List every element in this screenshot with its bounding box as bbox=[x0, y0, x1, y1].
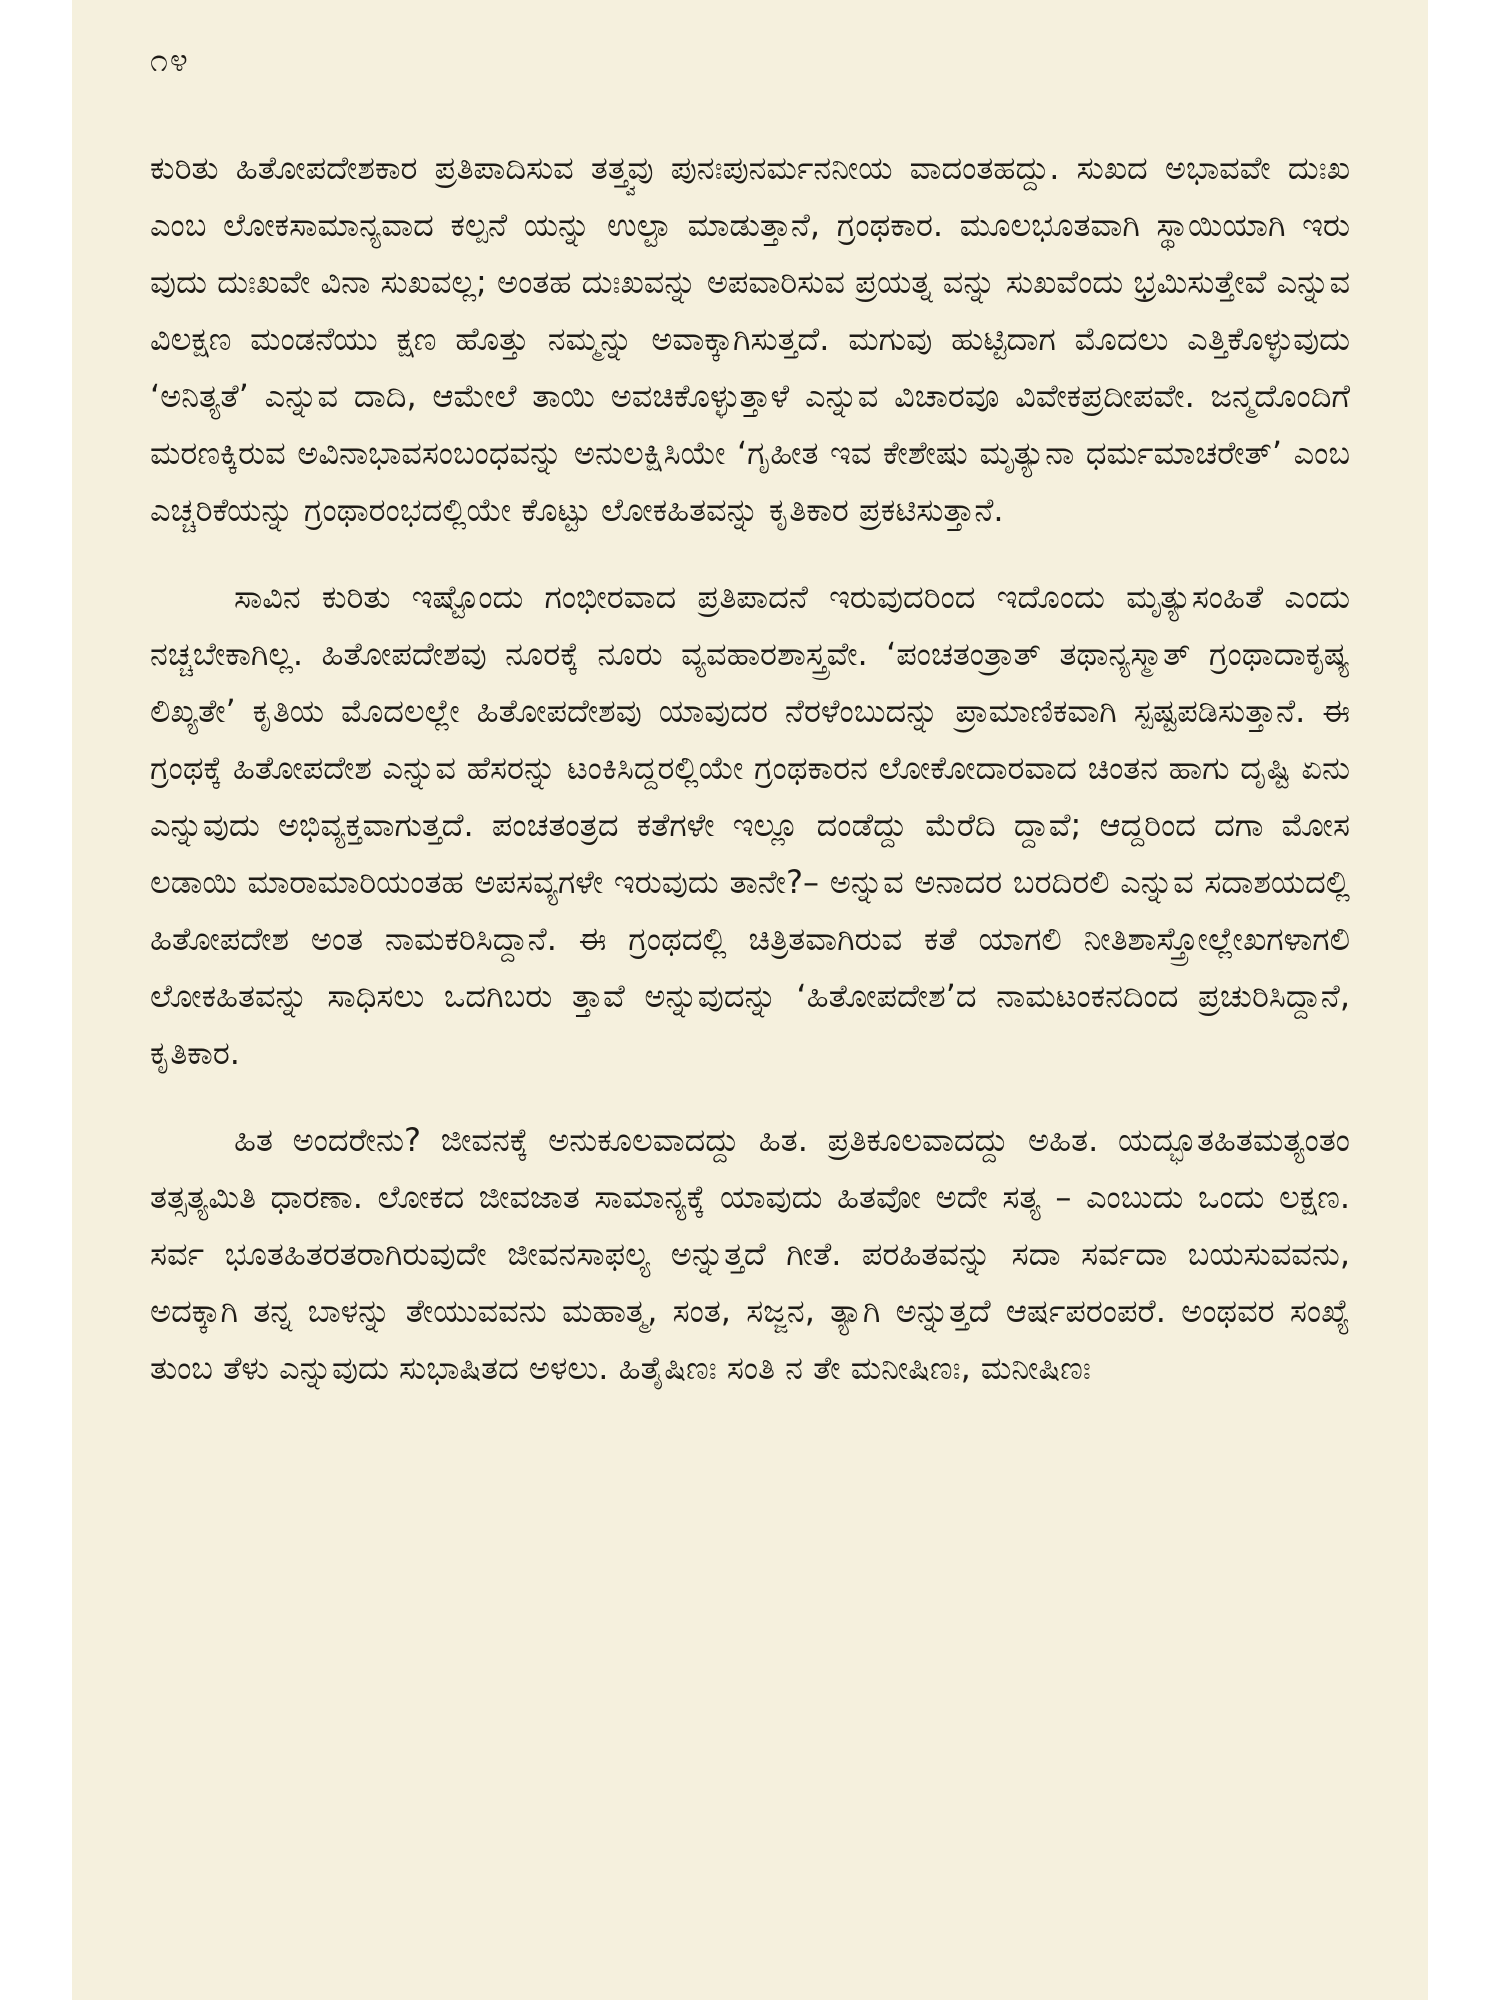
paragraph-2: ಸಾವಿನ ಕುರಿತು ಇಷ್ಟೊಂದು ಗಂಭೀರವಾದ ಪ್ರತಿಪಾದನೆ ಇರುವುದರಿಂದ ಇದೊಂದು ಮೃತ್ಯುಸಂಹಿತೆ ಎಂದು ನಚ್ಚಬೇಕಾಗಿಲ್ಲ. ಹಿತೋಪದೇಶವು ನೂರಕ್ಕೆ ನೂರು ವ್ಯವಹಾರಶಾಸ್ತ್ರವೇ. ‘ಪಂಚತಂತ್ರಾತ್ ತಥಾನ್ಯಸ್ಮಾತ್ ಗ್ರಂಥಾದಾಕೃಷ್ಯ ಲಿಖ್ಯತೇ’ ಕೃತಿಯ ಮೊದಲಲ್ಲೇ ಹಿತೋಪದೇಶವು ಯಾವುದರ ನೆರಳೆಂಬುದನ್ನು ಪ್ರಾಮಾಣಿಕವಾಗಿ ಸ್ಪಷ್ಟಪಡಿಸುತ್ತಾನೆ. ಈ ಗ್ರಂಥಕ್ಕೆ ಹಿತೋಪದೇಶ ಎನ್ನುವ ಹೆಸರನ್ನು ಟಂಕಿಸಿದ್ದರಲ್ಲಿಯೇ ಗ್ರಂಥಕಾರನ ಲೋಕೋದಾರವಾದ ಚಿಂತನ ಹಾಗು ದೃಷ್ಟಿ ಏನು ಎನ್ನುವುದು ಅಭಿವ್ಯಕ್ತವಾಗುತ್ತದೆ. ಪಂಚತಂತ್ರದ ಕತೆಗಳೇ ಇಲ್ಲೂ ದಂಡೆದ್ದು ಮೆರೆದಿ ದ್ದಾವೆ; ಆದ್ದರಿಂದ ದಗಾ ಮೋಸ ಲಡಾಯಿ ಮಾರಾಮಾರಿಯಂತಹ ಅಪಸವ್ಯಗಳೇ ಇರುವುದು ತಾನೇ?– ಅನ್ನುವ ಅನಾದರ ಬರದಿರಲಿ ಎನ್ನುವ ಸದಾಶಯದಲ್ಲಿ ಹಿತೋಪದೇಶ ಅಂತ ನಾಮಕರಿಸಿದ್ದಾನೆ. ಈ ಗ್ರಂಥದಲ್ಲಿ ಚಿತ್ರಿತವಾಗಿರುವ ಕತೆ ಯಾಗಲಿ ನೀತಿಶಾಸ್ತ್ರೋಲ್ಲೇಖಗಳಾಗಲಿ ಲೋಕಹಿತವನ್ನು ಸಾಧಿಸಲು ಒದಗಿಬರು ತ್ತಾವೆ ಅನ್ನುವುದನ್ನು ‘ಹಿತೋಪದೇಶ’ದ ನಾಮಟಂಕನದಿಂದ ಪ್ರಚುರಿಸಿದ್ದಾನೆ, ಕೃತಿಕಾರ. bbox=[150, 578, 1350, 1072]
paragraph-1: ಕುರಿತು ಹಿತೋಪದೇಶಕಾರ ಪ್ರತಿಪಾದಿಸುವ ತತ್ತ್ವವು ಪುನಃಪುನರ್ಮನನೀಯ ವಾದಂತಹದ್ದು. ಸುಖದ ಅಭಾವವೇ ದುಃಖ ಎಂಬ ಲೋಕಸಾಮಾನ್ಯವಾದ ಕಲ್ಪನೆ ಯನ್ನು ಉಲ್ಟಾ ಮಾಡುತ್ತಾನೆ, ಗ್ರಂಥಕಾರ. ಮೂಲಭೂತವಾಗಿ ಸ್ಥಾಯಿಯಾಗಿ ಇರು ವುದು ದುಃಖವೇ ವಿನಾ ಸುಖವಲ್ಲ; ಅಂತಹ ದುಃಖವನ್ನು ಅಪವಾರಿಸುವ ಪ್ರಯತ್ನ ವನ್ನು ಸುಖವೆಂದು ಭ್ರಮಿಸುತ್ತೇವೆ ಎನ್ನುವ ವಿಲಕ್ಷಣ ಮಂಡನೆಯು ಕ್ಷಣ ಹೊತ್ತು ನಮ್ಮನ್ನು ಅವಾಕ್ಕಾಗಿಸುತ್ತದೆ. ಮಗುವು ಹುಟ್ಟಿದಾಗ ಮೊದಲು ಎತ್ತಿಕೊಳ್ಳುವುದು ‘ಅನಿತ್ಯತೆ’ ಎನ್ನುವ ದಾದಿ, ಆಮೇಲೆ ತಾಯಿ ಅವಚಿಕೊಳ್ಳುತ್ತಾಳೆ ಎನ್ನುವ ವಿಚಾರವೂ ವಿವೇಕಪ್ರದೀಪವೇ. ಜನ್ಮದೊಂದಿಗೆ ಮರಣಕ್ಕಿರುವ ಅವಿನಾಭಾವಸಂಬಂಧವನ್ನು ಅನುಲಕ್ಷಿಸಿಯೇ ‘ಗೃಹೀತ ಇವ ಕೇಶೇಷು ಮೃತ್ಯುನಾ ಧರ್ಮಮಾಚರೇತ್’ ಎಂಬ ಎಚ್ಚರಿಕೆಯನ್ನು ಗ್ರಂಥಾರಂಭದಲ್ಲಿಯೇ ಕೊಟ್ಟು ಲೋಕಹಿತವನ್ನು ಕೃತಿಕಾರ ಪ್ರಕಟಿಸುತ್ತಾನೆ. bbox=[150, 149, 1350, 529]
book-page bbox=[72, 0, 1428, 2000]
paragraph-3: ಹಿತ ಅಂದರೇನು? ಜೀವನಕ್ಕೆ ಅನುಕೂಲವಾದದ್ದು ಹಿತ. ಪ್ರತಿಕೂಲವಾದದ್ದು ಅಹಿತ. ಯದ್ಭೂತಹಿತಮತ್ಯಂತಂ ತತ್ಸತ್ಯಮಿತಿ ಧಾರಣಾ. ಲೋಕದ ಜೀವಜಾತ ಸಾಮಾನ್ಯಕ್ಕೆ ಯಾವುದು ಹಿತವೋ ಅದೇ ಸತ್ಯ – ಎಂಬುದು ಒಂದು ಲಕ್ಷಣ. ಸರ್ವ ಭೂತಹಿತರತರಾಗಿರುವುದೇ ಜೀವನಸಾಫಲ್ಯ ಅನ್ನುತ್ತದೆ ಗೀತೆ. ಪರಹಿತವನ್ನು ಸದಾ ಸರ್ವದಾ ಬಯಸುವವನು, ಅದಕ್ಕಾಗಿ ತನ್ನ ಬಾಳನ್ನು ತೇಯುವವನು ಮಹಾತ್ಮ, ಸಂತ, ಸಜ್ಜನ, ತ್ಯಾಗಿ ಅನ್ನುತ್ತದೆ ಆರ್ಷಪರಂಪರೆ. ಅಂಥವರ ಸಂಖ್ಯೆ ತುಂಬ ತೆಳು ಎನ್ನುವುದು ಸುಭಾಷಿತದ ಅಳಲು. ಹಿತೈಷಿಣಃ ಸಂತಿ ನ ತೇ ಮನೀಷಿಣಃ, ಮನೀಷಿಣಃ bbox=[150, 1121, 1350, 1387]
page-number: ೧೪ bbox=[150, 41, 190, 79]
